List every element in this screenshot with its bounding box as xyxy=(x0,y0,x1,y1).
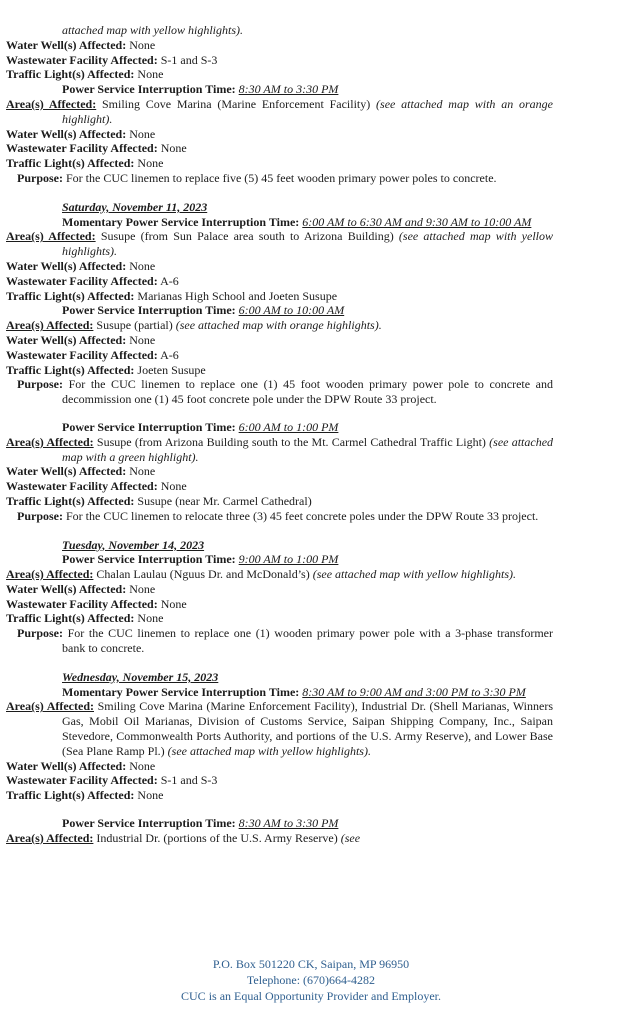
bullet-item xyxy=(6,347,553,363)
item-value: S-1 and S-3 xyxy=(160,773,218,788)
interruption-block xyxy=(6,82,553,186)
item-value: Marianas High School and Joeten Susupe xyxy=(137,288,338,303)
interruption-time-value: 8:30 AM to 3:30 PM xyxy=(238,82,339,97)
footer xyxy=(0,956,622,1004)
bullet-item xyxy=(6,493,553,509)
item-value: Joeten Susupe xyxy=(137,362,206,377)
interruption-time-value: 6:00 AM to 10:00 AM xyxy=(238,303,345,318)
notice-section xyxy=(6,199,554,524)
bullet-item xyxy=(6,229,554,259)
item-value: None xyxy=(129,126,156,141)
bullet-item xyxy=(6,288,553,304)
purpose-line xyxy=(17,170,553,186)
bullet-item xyxy=(6,830,553,846)
interruption-time-line xyxy=(62,816,553,831)
interruption-time-label: Power Service Interruption Time: xyxy=(62,552,236,567)
item-label: Traffic Light(s) Affected: xyxy=(6,67,135,82)
bullet-item xyxy=(6,141,553,156)
footer-line-eoe: CUC is an Equal Opportunity Provider and Employer. xyxy=(181,989,441,1003)
item-label: Wastewater Facility Affected: xyxy=(6,141,158,156)
interruption-time-line xyxy=(62,82,553,97)
map-note: (see attached map with an orange highlight). xyxy=(62,96,553,126)
map-note: (see attached map with yellow highlights). xyxy=(312,567,517,582)
item-label: Wastewater Facility Affected: xyxy=(6,273,158,288)
interruption-time-label: Power Service Interruption Time: xyxy=(62,82,236,97)
item-value: Susupe (from Sun Palace area south to Arizona Building) xyxy=(100,229,394,244)
bullet-item xyxy=(6,611,553,626)
notice-section xyxy=(6,23,553,186)
bullet-item xyxy=(6,96,553,127)
item-label: Area(s) Affected: xyxy=(6,318,94,333)
interruption-time-label: Momentary Power Service Interruption Time: xyxy=(62,684,300,699)
date-heading: Tuesday, November 14, 2023 xyxy=(62,537,205,552)
interruption-block xyxy=(6,552,553,656)
item-label: Area(s) Affected: xyxy=(6,830,94,845)
map-note: (see xyxy=(340,830,361,845)
item-value: None xyxy=(129,758,156,773)
purpose-label: Purpose: xyxy=(17,508,63,523)
bullet-item xyxy=(6,773,553,788)
item-label: Wastewater Facility Affected: xyxy=(6,52,158,67)
item-label: Wastewater Facility Affected: xyxy=(6,347,158,362)
purpose-text: For the CUC linemen to replace five (5) 45 feet wooden primary power poles to concrete. xyxy=(66,170,497,185)
bullet-item xyxy=(6,567,553,582)
interruption-time-line xyxy=(62,303,553,318)
item-label: Traffic Light(s) Affected: xyxy=(6,156,135,171)
item-label: Area(s) Affected: xyxy=(6,96,97,111)
purpose-line xyxy=(17,508,553,524)
item-value: S-1 and S-3 xyxy=(160,52,218,67)
interruption-time-line xyxy=(62,420,553,435)
item-label: Wastewater Facility Affected: xyxy=(6,479,158,494)
purpose-line xyxy=(17,377,553,407)
item-value: None xyxy=(137,67,164,82)
item-value: Industrial Dr. (portions of the U.S. Army Reserve) xyxy=(96,830,338,845)
item-label: Water Well(s) Affected: xyxy=(6,258,127,273)
item-value: A-6 xyxy=(160,347,179,362)
item-value: None xyxy=(160,479,187,494)
date-heading: Saturday, November 11, 2023 xyxy=(62,199,208,214)
item-label: Area(s) Affected: xyxy=(6,229,96,244)
purpose-text: For the CUC linemen to replace one (1) 45 foot wooden primary power pole to concrete and decommission one (1) 45 foot concrete pole under the DPW Route 33 project. xyxy=(62,377,553,407)
interruption-time-value: 8:30 AM to 9:00 AM and 3:00 PM to 3:30 PM xyxy=(302,684,526,699)
bullet-item xyxy=(6,156,553,171)
purpose-line xyxy=(17,626,553,656)
interruption-block xyxy=(6,303,553,407)
bullet-item xyxy=(6,434,554,465)
item-value: None xyxy=(137,156,164,171)
map-note: (see attached map with yellow highlights). xyxy=(62,229,554,259)
bullet-item xyxy=(6,52,553,68)
item-value: A-6 xyxy=(160,273,179,288)
interruption-time-label: Power Service Interruption Time: xyxy=(62,303,236,318)
item-label: Wastewater Facility Affected: xyxy=(6,773,158,788)
purpose-label: Purpose: xyxy=(17,626,63,641)
bullet-item xyxy=(6,596,553,612)
item-value: None xyxy=(160,141,187,156)
item-label: Area(s) Affected: xyxy=(6,567,94,582)
notice-section xyxy=(6,669,554,846)
interruption-time-line xyxy=(62,552,553,567)
purpose-text: For the CUC linemen to replace one (1) wooden primary power pole with a 3-phase transformer bank to concrete. xyxy=(62,626,553,656)
interruption-time-value: 6:00 AM to 6:30 AM and 9:30 AM to 10:00 AM xyxy=(302,214,532,229)
item-value: None xyxy=(129,332,156,347)
map-note-continuation: attached map with yellow highlights). xyxy=(62,23,243,37)
item-value: Chalan Laulau (Nguus Dr. and McDonald’s) xyxy=(96,567,310,582)
map-note: (see attached map with orange highlights). xyxy=(175,318,382,333)
bullet-item xyxy=(6,37,553,53)
interruption-time-value: 8:30 AM to 3:30 PM xyxy=(238,816,339,831)
item-label: Area(s) Affected: xyxy=(6,699,94,714)
interruption-time-label: Power Service Interruption Time: xyxy=(62,419,236,434)
item-label: Water Well(s) Affected: xyxy=(6,126,127,141)
item-label: Traffic Light(s) Affected: xyxy=(6,362,135,377)
bullet-item xyxy=(6,332,553,348)
interruption-time-value: 6:00 AM to 1:00 PM xyxy=(238,419,339,434)
item-value: None xyxy=(129,258,156,273)
interruption-time-value: 9:00 AM to 1:00 PM xyxy=(238,552,339,567)
interruption-time-line xyxy=(62,215,553,230)
bullet-item xyxy=(6,362,553,378)
bullet-item xyxy=(6,581,553,597)
date-heading: Wednesday, November 15, 2023 xyxy=(62,669,219,684)
item-label: Water Well(s) Affected: xyxy=(6,37,127,52)
interruption-time-line xyxy=(62,685,553,700)
bullet-item xyxy=(6,464,553,479)
bullet-item xyxy=(6,318,553,333)
bullet-item xyxy=(6,758,553,774)
bullet-item xyxy=(6,788,553,803)
notice-body xyxy=(6,23,554,846)
item-label: Water Well(s) Affected: xyxy=(6,581,127,596)
item-label: Traffic Light(s) Affected: xyxy=(6,611,135,626)
item-value: None xyxy=(137,611,164,626)
purpose-label: Purpose: xyxy=(17,377,63,392)
item-value: Smiling Cove Marina (Marine Enforcement Facility) xyxy=(102,96,371,111)
bullet-item xyxy=(6,479,553,494)
purpose-label: Purpose: xyxy=(17,170,63,185)
item-value: Susupe (partial) xyxy=(96,318,173,333)
item-label: Traffic Light(s) Affected: xyxy=(6,288,135,303)
interruption-block xyxy=(6,816,553,846)
interruption-block xyxy=(6,684,554,803)
item-value: None xyxy=(129,464,156,479)
item-value: Susupe (near Mr. Carmel Cathedral) xyxy=(137,493,312,508)
interruption-block xyxy=(6,214,554,304)
bullet-item xyxy=(6,699,554,758)
interruption-time-label: Power Service Interruption Time: xyxy=(62,816,236,831)
item-label: Traffic Light(s) Affected: xyxy=(6,493,135,508)
bullet-item xyxy=(6,273,553,289)
interruption-block xyxy=(6,23,553,82)
item-value: Susupe (from Arizona Building south to the Mt. Carmel Cathedral Traffic Light) xyxy=(96,434,486,449)
map-note: (see attached map with a green highlight). xyxy=(62,434,554,464)
item-label: Area(s) Affected: xyxy=(6,434,94,449)
item-label: Wastewater Facility Affected: xyxy=(6,596,158,611)
purpose-text: For the CUC linemen to relocate three (3) 45 feet concrete poles under the DPW Route 33 project. xyxy=(66,508,539,523)
interruption-time-label: Momentary Power Service Interruption Time: xyxy=(62,214,300,229)
item-value: None xyxy=(137,788,164,803)
map-note: (see attached map with yellow highlights). xyxy=(167,743,371,758)
item-value: Smiling Cove Marina (Marine Enforcement Facility), Industrial Dr. (Shell Marianas, Winners Gas, Mobil Oil Marianas, Division of Customs Service, Saipan Shipping Company, Inc., Saipan Stevedore, Commonwealth Ports Authority, and portions of the U.S. Army Reserve), and Lower Base (Sea Plane Ramp Pl.) xyxy=(62,699,554,758)
footer-line-address: P.O. Box 501220 CK, Saipan, MP 96950 xyxy=(212,957,410,971)
item-value: None xyxy=(129,581,156,596)
notice-section xyxy=(6,537,553,656)
item-label: Water Well(s) Affected: xyxy=(6,464,127,479)
bullet-item xyxy=(6,258,553,274)
item-label: Traffic Light(s) Affected: xyxy=(6,788,135,803)
bullet-item xyxy=(6,67,553,82)
item-value: None xyxy=(160,596,187,611)
item-label: Water Well(s) Affected: xyxy=(6,332,127,347)
interruption-block xyxy=(6,419,554,524)
footer-line-telephone: Telephone: (670)664-4282 xyxy=(246,973,376,987)
bullet-item xyxy=(6,126,553,142)
item-label: Water Well(s) Affected: xyxy=(6,758,127,773)
item-value: None xyxy=(129,37,156,52)
